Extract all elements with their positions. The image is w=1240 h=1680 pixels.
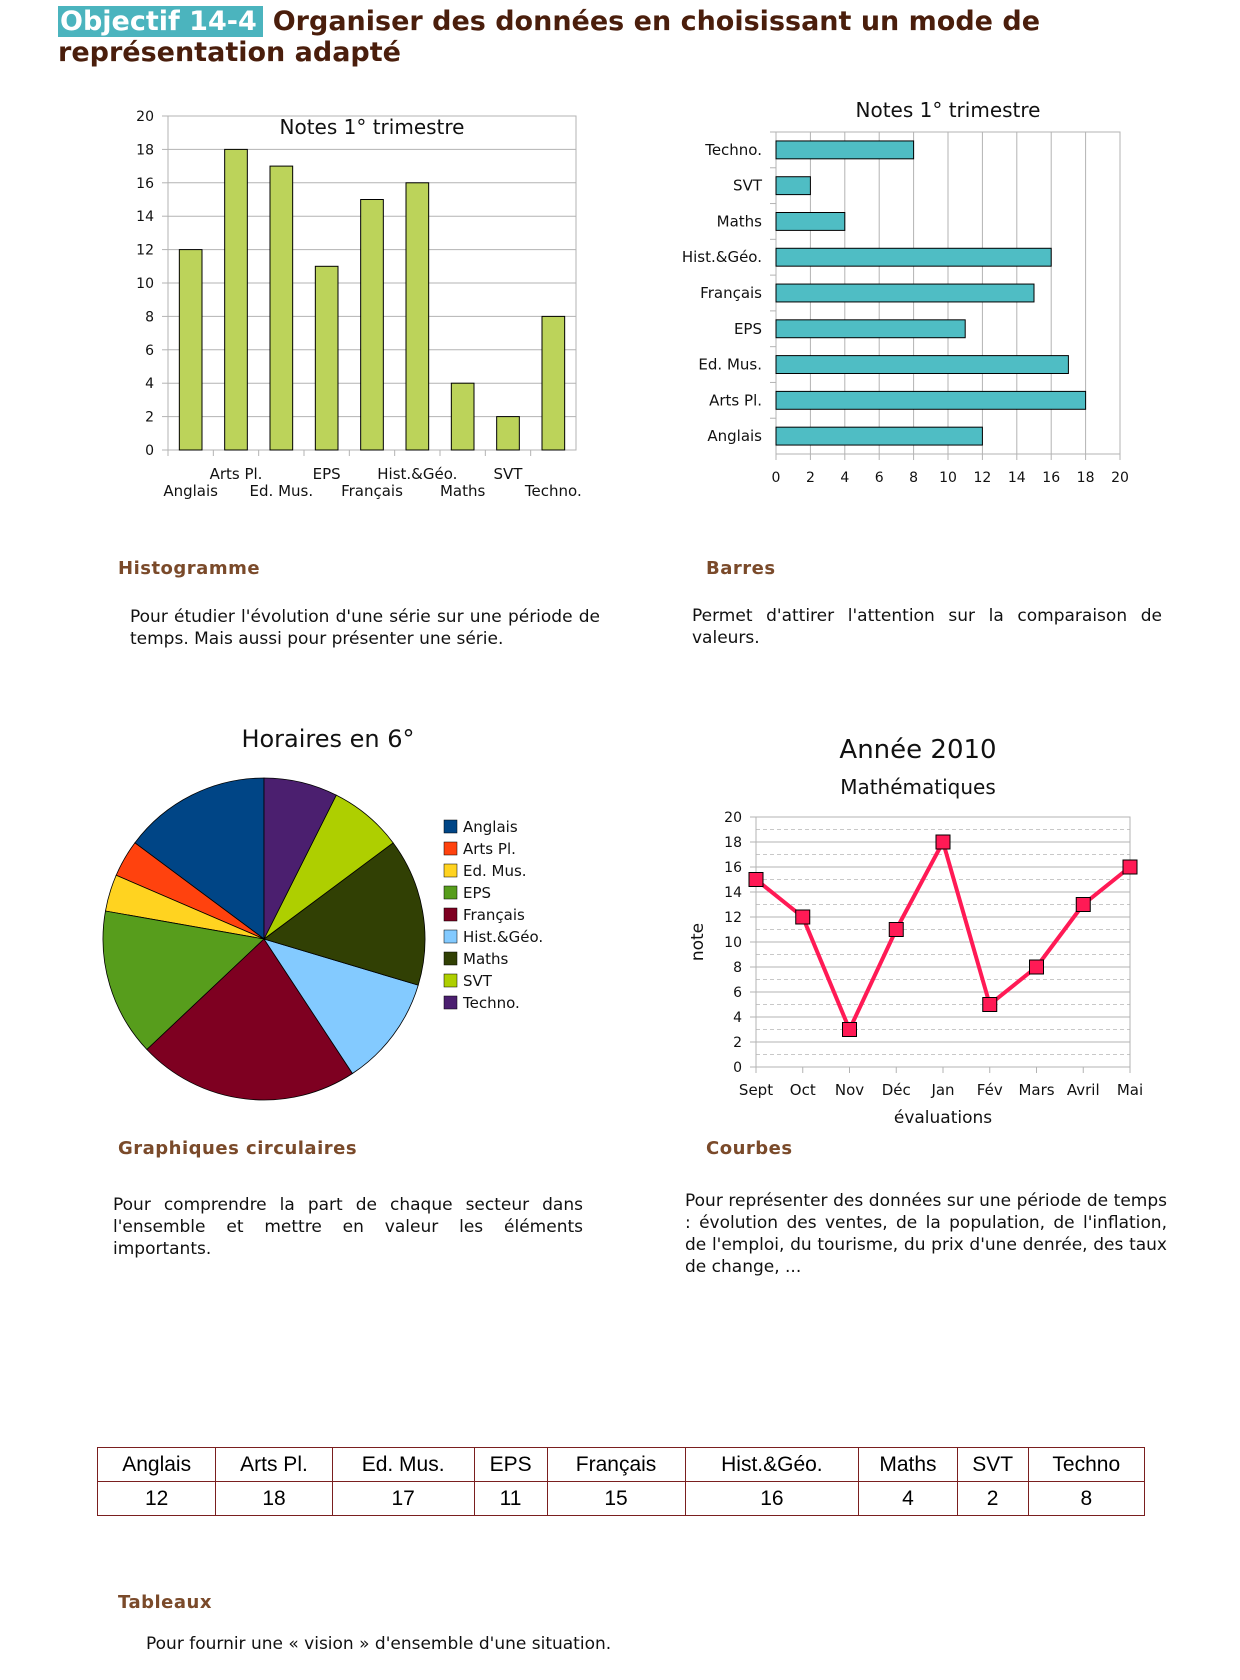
y-tick-label: 8 — [145, 309, 154, 326]
legend-label: Hist.&Géo. — [463, 928, 544, 946]
table-cell: 11 — [474, 1482, 547, 1516]
objective-title: Organiser des données en choisissant un mode de représentation adapté — [58, 6, 1041, 68]
bar — [776, 356, 1068, 374]
line-description: Pour représenter des données sur une période de temps : évolution des ventes, de la population, de l'inflation, de l'emploi, du tourisme, du prix d'une denrée, des taux de change, ... — [685, 1191, 1167, 1277]
legend-swatch — [444, 952, 457, 965]
x-tick-label: Avril — [1066, 1081, 1100, 1099]
table-header-row — [98, 1448, 1145, 1482]
page-title — [58, 6, 1198, 68]
bar — [776, 213, 845, 231]
x-tick-label: Mai — [1116, 1081, 1144, 1099]
table-row — [98, 1482, 1145, 1516]
x-axis-label: évaluations — [893, 1108, 993, 1128]
data-point — [1123, 860, 1137, 874]
legend-swatch — [444, 820, 457, 833]
y-tick-label: 4 — [733, 1010, 742, 1026]
table-cell: 17 — [332, 1482, 474, 1516]
y-tick-label: 6 — [145, 342, 154, 359]
table-cell: 2 — [957, 1482, 1028, 1516]
bar — [776, 320, 965, 338]
legend-label: EPS — [463, 884, 492, 902]
bar — [451, 383, 474, 450]
y-tick-label: Anglais — [707, 427, 762, 446]
table-cell: 4 — [859, 1482, 958, 1516]
histogram-chart — [120, 100, 600, 520]
table-header-cell: EPS — [474, 1448, 547, 1482]
y-tick-label: Français — [700, 284, 762, 302]
y-tick-label: Hist.&Géo. — [681, 248, 762, 267]
y-tick-label: Arts Pl. — [709, 391, 762, 410]
x-tick-label: Jan — [931, 1081, 955, 1099]
legend-swatch — [444, 842, 457, 855]
objective-tag: Objectif 14-4 — [58, 6, 263, 37]
x-tick-label: 0 — [771, 470, 781, 486]
x-tick-label: Techno. — [524, 482, 582, 500]
pie-chart — [95, 715, 615, 1115]
y-tick-label: 12 — [724, 910, 742, 926]
histogram-description: Pour étudier l'évolution d'une série sur une période de temps. Mais aussi pour présenter une série. — [130, 607, 600, 649]
x-tick-label: 10 — [939, 470, 957, 486]
y-axis-label: note — [688, 922, 708, 962]
barchart-description: Permet d'attirer l'attention sur la comparaison de valeurs. — [692, 606, 1162, 648]
table-header-cell: Français — [547, 1448, 685, 1482]
x-tick-label: Mars — [1018, 1081, 1055, 1099]
x-tick-label: 12 — [973, 470, 992, 486]
y-tick-label: 18 — [136, 142, 154, 159]
chart-title: Notes 1° trimestre — [279, 115, 465, 139]
legend-swatch — [444, 996, 457, 1009]
data-table — [97, 1447, 1145, 1516]
legend-label: Ed. Mus. — [463, 862, 527, 880]
table-header-cell: SVT — [957, 1448, 1028, 1482]
chart-subtitle: Mathématiques — [840, 775, 996, 799]
table-header-cell: Anglais — [98, 1448, 216, 1482]
bar — [361, 200, 384, 451]
data-point — [796, 910, 810, 924]
data-point — [1030, 960, 1044, 974]
table-cell: 8 — [1028, 1482, 1144, 1516]
histogram-svg — [120, 100, 600, 520]
y-tick-label: 10 — [724, 935, 742, 951]
y-tick-label: 16 — [724, 860, 742, 876]
line-chart-svg — [680, 725, 1180, 1135]
y-tick-label: 2 — [733, 1035, 742, 1051]
table-cell: 15 — [547, 1482, 685, 1516]
chart-title: Horaires en 6° — [241, 725, 415, 753]
chart-title: Notes 1° trimestre — [855, 98, 1041, 122]
x-tick-label: 14 — [1007, 470, 1026, 486]
bar — [270, 166, 293, 450]
legend-swatch — [444, 908, 457, 921]
y-tick-label: 18 — [724, 835, 742, 851]
x-tick-label: Maths — [439, 482, 486, 500]
table-cell: 16 — [685, 1482, 859, 1516]
x-tick-label: Déc — [881, 1081, 911, 1099]
legend-label: Anglais — [463, 818, 518, 836]
data-point — [936, 835, 950, 849]
x-tick-label: Oct — [789, 1081, 816, 1099]
bar — [179, 250, 202, 450]
table-cell: 12 — [98, 1482, 216, 1516]
x-tick-label: Fév — [976, 1081, 1003, 1099]
table-description: Pour fournir une « vision » d'ensemble d'une situation. — [146, 1634, 612, 1654]
line-heading: Courbes — [706, 1138, 793, 1159]
legend-label: Techno. — [463, 994, 520, 1012]
y-tick-label: EPS — [733, 319, 762, 338]
x-tick-label: SVT — [493, 465, 523, 483]
y-tick-label: 10 — [136, 276, 154, 292]
x-tick-label: 2 — [805, 470, 815, 486]
table-header-cell: Hist.&Géo. — [685, 1448, 859, 1482]
bar — [776, 248, 1051, 266]
legend-swatch — [444, 974, 457, 987]
line-chart — [680, 725, 1180, 1135]
y-tick-label: 6 — [733, 985, 742, 1001]
y-tick-label: 2 — [145, 409, 154, 426]
bar-chart-svg — [650, 90, 1150, 510]
y-tick-label: SVT — [733, 176, 762, 195]
y-tick-label: 20 — [136, 109, 154, 125]
table-cell: 18 — [216, 1482, 332, 1516]
barchart-heading: Barres — [706, 558, 776, 579]
y-tick-label: 14 — [136, 209, 154, 226]
x-tick-label: 20 — [1111, 470, 1129, 486]
legend-label: Français — [463, 906, 525, 924]
bar — [776, 141, 914, 159]
bar — [497, 417, 520, 450]
y-tick-label: 0 — [733, 1060, 742, 1076]
bar — [225, 149, 248, 450]
histogram-heading: Histogramme — [118, 558, 261, 579]
x-tick-label: 16 — [1042, 470, 1061, 486]
y-tick-label: 16 — [136, 175, 154, 192]
pie-description: Pour comprendre la part de chaque secteur dans l'ensemble et mettre en valeur les éléments importants. — [113, 1195, 583, 1259]
bar — [315, 266, 338, 450]
table-heading: Tableaux — [118, 1592, 212, 1613]
y-tick-label: 0 — [145, 443, 154, 459]
table-header-cell: Maths — [859, 1448, 958, 1482]
x-tick-label: 4 — [840, 470, 850, 486]
chart-title: Année 2010 — [839, 735, 997, 765]
bar — [776, 177, 810, 195]
y-tick-label: Ed. Mus. — [698, 355, 762, 374]
bar — [542, 316, 565, 450]
x-tick-label: 6 — [874, 470, 884, 486]
x-tick-label: Arts Pl. — [209, 465, 263, 483]
legend-swatch — [444, 930, 457, 943]
series-line — [756, 842, 1130, 1030]
table-header-cell: Arts Pl. — [216, 1448, 332, 1482]
x-tick-label: Nov — [834, 1081, 865, 1099]
y-tick-label: 12 — [136, 242, 154, 259]
y-tick-label: Maths — [716, 212, 762, 231]
bar — [776, 284, 1034, 302]
y-tick-label: Techno. — [705, 140, 762, 159]
table-header-cell: Techno — [1028, 1448, 1144, 1482]
bar-chart — [650, 90, 1150, 510]
x-tick-label: Ed. Mus. — [249, 482, 314, 500]
legend-label: SVT — [463, 972, 492, 990]
data-point — [749, 873, 763, 887]
data-point — [1076, 898, 1090, 912]
x-tick-label: 8 — [909, 470, 919, 486]
y-tick-label: 8 — [733, 960, 742, 976]
pie-heading: Graphiques circulaires — [118, 1138, 358, 1159]
legend-label: Arts Pl. — [463, 840, 516, 858]
x-tick-label: Hist.&Géo. — [377, 465, 458, 483]
bar — [776, 427, 982, 445]
y-tick-label: 4 — [145, 376, 154, 393]
legend-swatch — [444, 886, 457, 899]
pie-chart-svg — [95, 715, 615, 1115]
bar — [776, 391, 1086, 409]
y-tick-label: 14 — [724, 885, 742, 901]
legend-swatch — [444, 864, 457, 877]
data-point — [843, 1023, 857, 1037]
x-tick-label: Sept — [738, 1081, 774, 1099]
x-tick-label: EPS — [312, 465, 341, 483]
y-tick-label: 20 — [724, 810, 742, 826]
table-header-cell: Ed. Mus. — [332, 1448, 474, 1482]
x-tick-label: 18 — [1076, 470, 1095, 486]
data-point — [983, 998, 997, 1012]
x-tick-label: Français — [341, 482, 403, 500]
data-point — [889, 923, 903, 937]
x-tick-label: Anglais — [163, 482, 218, 500]
legend-label: Maths — [463, 950, 509, 968]
bar — [406, 183, 429, 450]
